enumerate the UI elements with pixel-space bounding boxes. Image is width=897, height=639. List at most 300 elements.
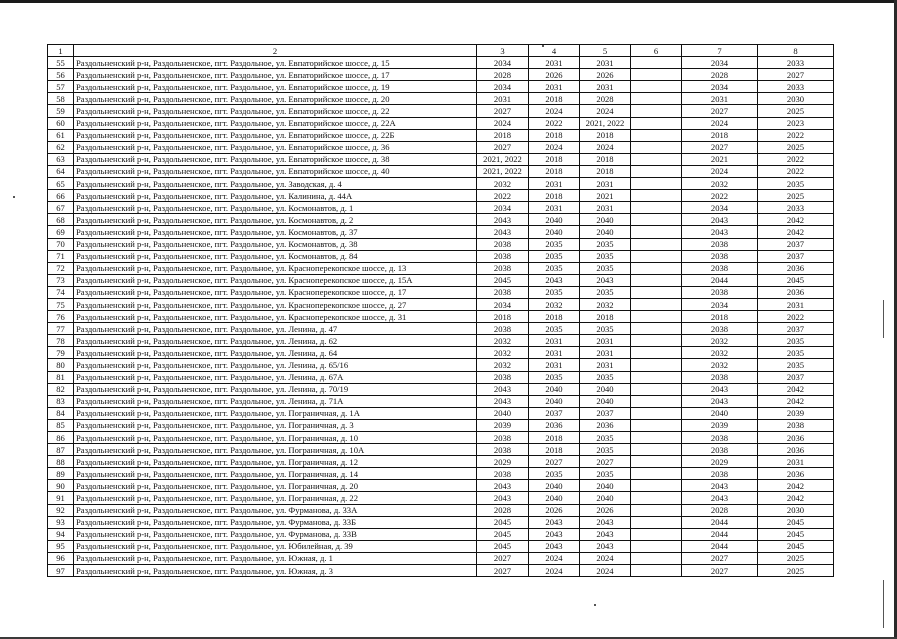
year-col-4-cell: 2035 (529, 286, 580, 298)
year-col-3-cell: 2038 (477, 444, 529, 456)
year-col-8-cell: 2036 (758, 262, 834, 274)
table-row (48, 492, 834, 504)
scan-speck (13, 196, 15, 198)
year-col-4-cell: 2024 (529, 141, 580, 153)
year-col-7-cell: 2022 (682, 190, 758, 202)
table-row (48, 468, 834, 480)
header-cell: 8 (758, 45, 834, 57)
year-col-5-cell: 2018 (580, 311, 631, 323)
year-col-3-cell: 2038 (477, 250, 529, 262)
year-col-4-cell: 2031 (529, 202, 580, 214)
year-col-6-cell (631, 298, 682, 310)
year-col-4-cell: 2035 (529, 468, 580, 480)
year-col-4-cell: 2024 (529, 565, 580, 577)
year-col-4-cell: 2018 (529, 129, 580, 141)
year-col-5-cell: 2035 (580, 371, 631, 383)
table-row (48, 504, 834, 516)
table-row (48, 565, 834, 577)
row-number-cell: 80 (48, 359, 74, 371)
year-col-7-cell: 2034 (682, 57, 758, 69)
year-col-3-cell: 2029 (477, 456, 529, 468)
year-col-8-cell: 2025 (758, 105, 834, 117)
year-col-8-cell: 2030 (758, 93, 834, 105)
year-col-5-cell: 2040 (580, 395, 631, 407)
year-col-8-cell: 2045 (758, 540, 834, 552)
table-row (48, 347, 834, 359)
year-col-6-cell (631, 81, 682, 93)
row-number-cell: 87 (48, 444, 74, 456)
table-row (48, 528, 834, 540)
year-col-7-cell: 2034 (682, 81, 758, 93)
row-number-cell: 61 (48, 129, 74, 141)
year-col-3-cell: 2032 (477, 335, 529, 347)
address-cell: Раздольненский р-н, Раздольненское, пгт. Раздольное, ул. Фурманова, д. 33В (74, 528, 477, 540)
year-col-4-cell: 2018 (529, 311, 580, 323)
year-col-7-cell: 2028 (682, 504, 758, 516)
row-number-cell: 65 (48, 178, 74, 190)
row-number-cell: 96 (48, 552, 74, 564)
address-cell: Раздольненский р-н, Раздольненское, пгт. Раздольное, ул. Пограничная, д. 22 (74, 492, 477, 504)
year-col-7-cell: 2018 (682, 129, 758, 141)
year-col-4-cell: 2024 (529, 105, 580, 117)
year-col-8-cell: 2038 (758, 419, 834, 431)
year-col-4-cell: 2018 (529, 153, 580, 165)
year-col-8-cell: 2036 (758, 286, 834, 298)
year-col-4-cell: 2031 (529, 359, 580, 371)
address-cell: Раздольненский р-н, Раздольненское, пгт. Раздольное, ул. Пограничная, д. 20 (74, 480, 477, 492)
year-col-7-cell: 2032 (682, 359, 758, 371)
address-cell: Раздольненский р-н, Раздольненское, пгт. Раздольное, ул. Евпаторийское шоссе, д. 20 (74, 93, 477, 105)
year-col-4-cell: 2031 (529, 57, 580, 69)
table-row (48, 214, 834, 226)
table-row (48, 395, 834, 407)
year-col-5-cell: 2036 (580, 419, 631, 431)
table-row (48, 105, 834, 117)
year-col-3-cell: 2038 (477, 468, 529, 480)
year-col-6-cell (631, 153, 682, 165)
year-col-7-cell: 2028 (682, 69, 758, 81)
table-row (48, 274, 834, 286)
year-col-5-cell: 2037 (580, 407, 631, 419)
year-col-3-cell: 2028 (477, 69, 529, 81)
year-col-6-cell (631, 468, 682, 480)
address-cell: Раздольненский р-н, Раздольненское, пгт. Раздольное, ул. Ленина, д. 70/19 (74, 383, 477, 395)
table-body (48, 57, 834, 577)
year-col-8-cell: 2035 (758, 359, 834, 371)
row-number-cell: 57 (48, 81, 74, 93)
year-col-8-cell: 2033 (758, 57, 834, 69)
year-col-5-cell: 2032 (580, 298, 631, 310)
address-cell: Раздольненский р-н, Раздольненское, пгт. Раздольное, ул. Юбилейная, д. 39 (74, 540, 477, 552)
year-col-4-cell: 2035 (529, 262, 580, 274)
scan-top-edge (0, 0, 897, 3)
year-col-7-cell: 2038 (682, 262, 758, 274)
year-col-7-cell: 2034 (682, 298, 758, 310)
year-col-5-cell: 2031 (580, 335, 631, 347)
table-row (48, 407, 834, 419)
address-cell: Раздольненский р-н, Раздольненское, пгт. Раздольное, ул. Ленина, д. 71А (74, 395, 477, 407)
address-cell: Раздольненский р-н, Раздольненское, пгт. Раздольное, ул. Космонавтов, д. 37 (74, 226, 477, 238)
address-cell: Раздольненский р-н, Раздольненское, пгт. Раздольное, ул. Космонавтов, д. 84 (74, 250, 477, 262)
year-col-3-cell: 2038 (477, 238, 529, 250)
year-col-5-cell: 2035 (580, 432, 631, 444)
year-col-3-cell: 2038 (477, 432, 529, 444)
address-cell: Раздольненский р-н, Раздольненское, пгт. Раздольное, ул. Пограничная, д. 10А (74, 444, 477, 456)
year-col-5-cell: 2040 (580, 492, 631, 504)
year-col-7-cell: 2044 (682, 528, 758, 540)
year-col-7-cell: 2038 (682, 371, 758, 383)
year-col-6-cell (631, 492, 682, 504)
year-col-7-cell: 2043 (682, 480, 758, 492)
row-number-cell: 86 (48, 432, 74, 444)
address-cell: Раздольненский р-н, Раздольненское, пгт. Раздольное, ул. Ленина, д. 65/16 (74, 359, 477, 371)
year-col-5-cell: 2035 (580, 238, 631, 250)
year-col-4-cell: 2031 (529, 178, 580, 190)
year-col-6-cell (631, 383, 682, 395)
address-cell: Раздольненский р-н, Раздольненское, пгт. Раздольное, ул. Пограничная, д. 14 (74, 468, 477, 480)
year-col-6-cell (631, 214, 682, 226)
year-col-7-cell: 2044 (682, 540, 758, 552)
year-col-3-cell: 2032 (477, 359, 529, 371)
address-cell: Раздольненский р-н, Раздольненское, пгт. Раздольное, ул. Пограничная, д. 3 (74, 419, 477, 431)
year-col-8-cell: 2037 (758, 371, 834, 383)
address-cell: Раздольненский р-н, Раздольненское, пгт. Раздольное, ул. Космонавтов, д. 1 (74, 202, 477, 214)
year-col-6-cell (631, 456, 682, 468)
year-col-6-cell (631, 105, 682, 117)
address-cell: Раздольненский р-н, Раздольненское, пгт. Раздольное, ул. Евпаторийское шоссе, д. 40 (74, 165, 477, 177)
year-col-8-cell: 2036 (758, 468, 834, 480)
row-number-cell: 72 (48, 262, 74, 274)
year-col-6-cell (631, 238, 682, 250)
year-col-7-cell: 2027 (682, 141, 758, 153)
year-col-7-cell: 2034 (682, 202, 758, 214)
year-col-7-cell: 2029 (682, 456, 758, 468)
address-cell: Раздольненский р-н, Раздольненское, пгт. Раздольное, ул. Южная, д. 3 (74, 565, 477, 577)
year-col-5-cell: 2031 (580, 57, 631, 69)
header-cell: 2 (74, 45, 477, 57)
year-col-5-cell: 2040 (580, 480, 631, 492)
year-col-5-cell: 2043 (580, 528, 631, 540)
table-row (48, 540, 834, 552)
year-col-4-cell: 2040 (529, 395, 580, 407)
year-col-6-cell (631, 395, 682, 407)
year-col-8-cell: 2042 (758, 480, 834, 492)
row-number-cell: 90 (48, 480, 74, 492)
year-col-5-cell: 2043 (580, 516, 631, 528)
year-col-4-cell: 2026 (529, 504, 580, 516)
row-number-cell: 78 (48, 335, 74, 347)
year-col-3-cell: 2043 (477, 383, 529, 395)
year-col-4-cell: 2031 (529, 335, 580, 347)
table-row (48, 178, 834, 190)
year-col-7-cell: 2018 (682, 311, 758, 323)
year-col-4-cell: 2040 (529, 480, 580, 492)
table-row (48, 311, 834, 323)
address-cell: Раздольненский р-н, Раздольненское, пгт. Раздольное, ул. Евпаторийское шоссе, д. 17 (74, 69, 477, 81)
year-col-7-cell: 2038 (682, 323, 758, 335)
year-col-6-cell (631, 250, 682, 262)
year-col-5-cell: 2035 (580, 262, 631, 274)
table-row (48, 552, 834, 564)
year-col-3-cell: 2034 (477, 298, 529, 310)
year-col-5-cell: 2031 (580, 178, 631, 190)
year-col-8-cell: 2025 (758, 565, 834, 577)
year-col-6-cell (631, 311, 682, 323)
year-col-6-cell (631, 69, 682, 81)
table-row (48, 250, 834, 262)
year-col-4-cell: 2035 (529, 238, 580, 250)
year-col-7-cell: 2038 (682, 468, 758, 480)
row-number-cell: 93 (48, 516, 74, 528)
table-row (48, 81, 834, 93)
year-col-7-cell: 2027 (682, 552, 758, 564)
address-cell: Раздольненский р-н, Раздольненское, пгт. Раздольное, ул. Космонавтов, д. 38 (74, 238, 477, 250)
row-number-cell: 76 (48, 311, 74, 323)
row-number-cell: 89 (48, 468, 74, 480)
year-col-3-cell: 2045 (477, 540, 529, 552)
year-col-8-cell: 2042 (758, 395, 834, 407)
year-col-8-cell: 2022 (758, 165, 834, 177)
year-col-6-cell (631, 407, 682, 419)
year-col-3-cell: 2018 (477, 129, 529, 141)
row-number-cell: 84 (48, 407, 74, 419)
table-row (48, 93, 834, 105)
header-cell: 4 (529, 45, 580, 57)
year-col-4-cell: 2040 (529, 226, 580, 238)
address-cell: Раздольненский р-н, Раздольненское, пгт. Раздольное, ул. Евпаторийское шоссе, д. 36 (74, 141, 477, 153)
table-row (48, 359, 834, 371)
year-col-5-cell: 2024 (580, 552, 631, 564)
row-number-cell: 94 (48, 528, 74, 540)
year-col-3-cell: 2027 (477, 565, 529, 577)
table-row (48, 117, 834, 129)
row-number-cell: 75 (48, 298, 74, 310)
address-cell: Раздольненский р-н, Раздольненское, пгт. Раздольное, ул. Краснoперекопское шоссе, д. 31 (74, 311, 477, 323)
year-col-6-cell (631, 347, 682, 359)
year-col-3-cell: 2032 (477, 347, 529, 359)
year-col-3-cell: 2024 (477, 117, 529, 129)
header-cell: 1 (48, 45, 74, 57)
row-number-cell: 79 (48, 347, 74, 359)
register-table (47, 44, 834, 577)
year-col-7-cell: 2040 (682, 407, 758, 419)
year-col-7-cell: 2043 (682, 395, 758, 407)
row-number-cell: 69 (48, 226, 74, 238)
year-col-6-cell (631, 528, 682, 540)
year-col-8-cell: 2025 (758, 190, 834, 202)
year-col-6-cell (631, 190, 682, 202)
year-col-8-cell: 2033 (758, 202, 834, 214)
year-col-8-cell: 2027 (758, 69, 834, 81)
year-col-3-cell: 2040 (477, 407, 529, 419)
year-col-6-cell (631, 93, 682, 105)
row-number-cell: 55 (48, 57, 74, 69)
year-col-6-cell (631, 226, 682, 238)
row-number-cell: 83 (48, 395, 74, 407)
table-row (48, 298, 834, 310)
address-cell: Раздольненский р-н, Раздольненское, пгт. Раздольное, ул. Калинина, д. 44А (74, 190, 477, 202)
table-row (48, 165, 834, 177)
year-col-6-cell (631, 516, 682, 528)
year-col-6-cell (631, 202, 682, 214)
row-number-cell: 59 (48, 105, 74, 117)
year-col-3-cell: 2043 (477, 492, 529, 504)
table-row (48, 286, 834, 298)
table-row (48, 57, 834, 69)
year-col-3-cell: 2038 (477, 262, 529, 274)
table-row (48, 262, 834, 274)
year-col-5-cell: 2027 (580, 456, 631, 468)
row-number-cell: 91 (48, 492, 74, 504)
year-col-5-cell: 2035 (580, 286, 631, 298)
year-col-5-cell: 2026 (580, 504, 631, 516)
header-row (48, 45, 834, 57)
row-number-cell: 67 (48, 202, 74, 214)
table-row (48, 335, 834, 347)
year-col-8-cell: 2031 (758, 298, 834, 310)
year-col-6-cell (631, 359, 682, 371)
row-number-cell: 88 (48, 456, 74, 468)
year-col-6-cell (631, 480, 682, 492)
address-cell: Раздольненский р-н, Раздольненское, пгт. Раздольное, ул. Ленина, д. 64 (74, 347, 477, 359)
year-col-8-cell: 2025 (758, 552, 834, 564)
table-row (48, 383, 834, 395)
table-row (48, 444, 834, 456)
year-col-3-cell: 2018 (477, 311, 529, 323)
year-col-3-cell: 2043 (477, 214, 529, 226)
year-col-4-cell: 2040 (529, 214, 580, 226)
year-col-4-cell: 2018 (529, 93, 580, 105)
row-number-cell: 58 (48, 93, 74, 105)
year-col-6-cell (631, 565, 682, 577)
year-col-5-cell: 2040 (580, 214, 631, 226)
address-cell: Раздольненский р-н, Раздольненское, пгт. Раздольное, ул. Фурманова, д. 33Б (74, 516, 477, 528)
year-col-7-cell: 2043 (682, 214, 758, 226)
year-col-8-cell: 2037 (758, 250, 834, 262)
year-col-4-cell: 2035 (529, 323, 580, 335)
year-col-6-cell (631, 117, 682, 129)
header-cell: 6 (631, 45, 682, 57)
year-col-4-cell: 2040 (529, 383, 580, 395)
table-row (48, 69, 834, 81)
year-col-3-cell: 2043 (477, 226, 529, 238)
year-col-6-cell (631, 57, 682, 69)
table-row (48, 153, 834, 165)
year-col-7-cell: 2027 (682, 565, 758, 577)
year-col-6-cell (631, 141, 682, 153)
year-col-8-cell: 2042 (758, 492, 834, 504)
year-col-8-cell: 2039 (758, 407, 834, 419)
year-col-8-cell: 2042 (758, 383, 834, 395)
year-col-8-cell: 2022 (758, 153, 834, 165)
year-col-3-cell: 2038 (477, 286, 529, 298)
year-col-5-cell: 2043 (580, 540, 631, 552)
year-col-5-cell: 2021 (580, 190, 631, 202)
year-col-4-cell: 2027 (529, 456, 580, 468)
address-cell: Раздольненский р-н, Раздольненское, пгт. Раздольное, ул. Евпаторийское шоссе, д. 22Б (74, 129, 477, 141)
year-col-5-cell: 2018 (580, 165, 631, 177)
year-col-7-cell: 2032 (682, 178, 758, 190)
address-cell: Раздольненский р-н, Раздольненское, пгт. Раздольное, ул. Евпаторийское шоссе, д. 22 (74, 105, 477, 117)
year-col-5-cell: 2040 (580, 383, 631, 395)
row-number-cell: 97 (48, 565, 74, 577)
year-col-4-cell: 2024 (529, 552, 580, 564)
address-cell: Раздольненский р-н, Раздольненское, пгт. Раздольное, ул. Космонавтов, д. 2 (74, 214, 477, 226)
row-number-cell: 68 (48, 214, 74, 226)
address-cell: Раздольненский р-н, Раздольненское, пгт. Раздольное, ул. Краснoперекопское шоссе, д. 13 (74, 262, 477, 274)
year-col-8-cell: 2035 (758, 335, 834, 347)
year-col-7-cell: 2024 (682, 165, 758, 177)
row-number-cell: 63 (48, 153, 74, 165)
year-col-8-cell: 2022 (758, 129, 834, 141)
year-col-3-cell: 2045 (477, 516, 529, 528)
row-number-cell: 60 (48, 117, 74, 129)
year-col-7-cell: 2027 (682, 105, 758, 117)
year-col-3-cell: 2043 (477, 480, 529, 492)
year-col-8-cell: 2025 (758, 141, 834, 153)
year-col-6-cell (631, 432, 682, 444)
year-col-8-cell: 2036 (758, 444, 834, 456)
year-col-6-cell (631, 286, 682, 298)
year-col-6-cell (631, 504, 682, 516)
year-col-3-cell: 2027 (477, 105, 529, 117)
address-cell: Раздольненский р-н, Раздольненское, пгт. Раздольное, ул. Пограничная, д. 10 (74, 432, 477, 444)
year-col-6-cell (631, 262, 682, 274)
row-number-cell: 62 (48, 141, 74, 153)
row-number-cell: 92 (48, 504, 74, 516)
year-col-3-cell: 2031 (477, 93, 529, 105)
year-col-7-cell: 2043 (682, 226, 758, 238)
year-col-8-cell: 2045 (758, 516, 834, 528)
year-col-7-cell: 2038 (682, 444, 758, 456)
address-cell: Раздольненский р-н, Раздольненское, пгт. Раздольное, ул. Фурманова, д. 33А (74, 504, 477, 516)
year-col-7-cell: 2038 (682, 238, 758, 250)
year-col-5-cell: 2043 (580, 274, 631, 286)
year-col-8-cell: 2023 (758, 117, 834, 129)
year-col-4-cell: 2043 (529, 274, 580, 286)
year-col-3-cell: 2034 (477, 81, 529, 93)
year-col-3-cell: 2027 (477, 552, 529, 564)
year-col-4-cell: 2043 (529, 528, 580, 540)
year-col-6-cell (631, 540, 682, 552)
row-number-cell: 82 (48, 383, 74, 395)
year-col-7-cell: 2038 (682, 432, 758, 444)
year-col-6-cell (631, 335, 682, 347)
year-col-6-cell (631, 444, 682, 456)
address-cell: Раздольненский р-н, Раздольненское, пгт. Раздольное, ул. Евпаторийское шоссе, д. 22А (74, 117, 477, 129)
year-col-8-cell: 2022 (758, 311, 834, 323)
year-col-3-cell: 2038 (477, 323, 529, 335)
row-number-cell: 56 (48, 69, 74, 81)
table-row (48, 323, 834, 335)
year-col-3-cell: 2028 (477, 504, 529, 516)
year-col-7-cell: 2044 (682, 274, 758, 286)
address-cell: Раздольненский р-н, Раздольненское, пгт. Раздольное, ул. Ленина, д. 67А (74, 371, 477, 383)
year-col-5-cell: 2028 (580, 93, 631, 105)
year-col-8-cell: 2035 (758, 178, 834, 190)
address-cell: Раздольненский р-н, Раздольненское, пгт. Раздольное, ул. Евпаторийское шоссе, д. 38 (74, 153, 477, 165)
year-col-3-cell: 2043 (477, 395, 529, 407)
year-col-3-cell: 2034 (477, 57, 529, 69)
year-col-5-cell: 2035 (580, 323, 631, 335)
table-row (48, 371, 834, 383)
row-number-cell: 71 (48, 250, 74, 262)
row-number-cell: 95 (48, 540, 74, 552)
row-number-cell: 70 (48, 238, 74, 250)
row-number-cell: 85 (48, 419, 74, 431)
year-col-8-cell: 2037 (758, 238, 834, 250)
year-col-4-cell: 2031 (529, 347, 580, 359)
